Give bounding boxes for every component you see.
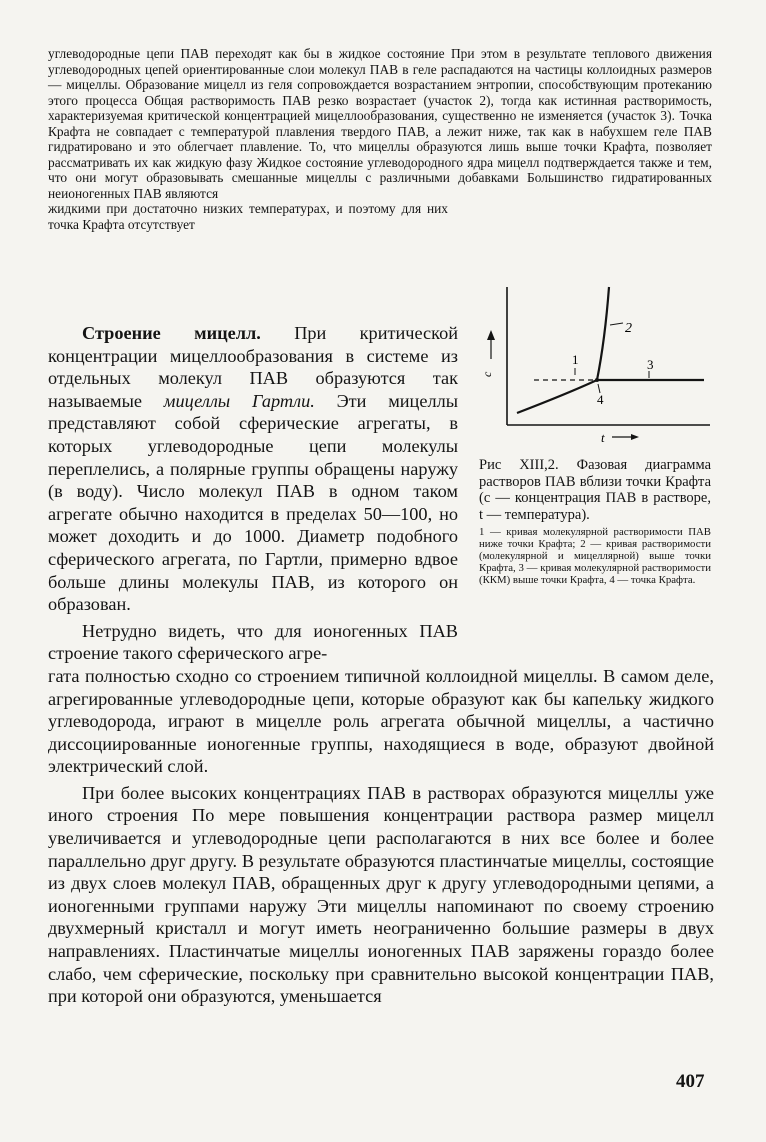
curve-label-4: 4 (597, 392, 604, 407)
curve-label-3: 3 (647, 357, 654, 372)
text-column-left (48, 322, 458, 665)
paragraph-2-column-part: Нетрудно видеть, что для ионогенных ПАВ строение такого сферического агре- (48, 620, 458, 664)
paragraph-2-full-part: гата полностью сходно со строением типичной коллоидной мицеллы. В самом деле, агрегированные углеводородные цепи, которые образуют как бы капельку жидкого углеводорода, играют в мицелле роль агрегата обычной мицеллы, а частично диссоциированные ионогенные группы, находящиеся в воде, образуют двойной электрический слой. (48, 665, 714, 777)
section-heading: Строение мицелл. (82, 323, 261, 343)
paragraph-1-start: При критической концентрации мицеллообразования в системе из отдельных молекул ПАВ образуются так называемые (48, 323, 459, 411)
small-print-paragraph: углеводородные цепи ПАВ переходят как бы в жидкое состояние При этом в результате теплового движения углеводородных цепей ориентированные слои молекул ПАВ в геле распадаются на частицы коллоидных размеров — мицеллы. Образование мицелл из геля сопровождается возрастанием энтропии, способствующим протеканию этого процесса Общая растворимость ПАВ резко возрастает (участок 2), тогда как истинная растворимость, характеризуемая критической концентрацией мицеллообразования, существенно не изменяется (участок 3). Точка Крафта не совпадает с температурой плавления твердого ПАВ, а лежит ниже, так как в набухшем геле ПАВ гидратировано и это облегчает плавление. То, что мицеллы образуются лишь выше точки Крафта, позволяет рассматривать их как жидкую фазу Жидкое состояние углеводородного ядра мицелл подтверждается также и тем, что они могут образовывать смешанные мицеллы с различными добавками Большинство гидратированных неионогенных ПАВ являются (48, 46, 712, 201)
paragraph-micelle-structure (48, 322, 458, 616)
x-axis-label: t (601, 430, 605, 445)
main-text (48, 322, 714, 1008)
y-axis-label: c (480, 371, 494, 377)
caption-title: Рис XIII,2. Фазовая диаграмма растворов ПАВ вблизи точки Крафта (с — концентрация ПАВ в растворе, t — температура). (479, 457, 711, 523)
term-hartley-micelles: мицеллы Гартли. (163, 390, 315, 411)
legend-text: 1 — кривая молекулярной растворимости ПАВ ниже точки Крафта; 2 — кривая растворимости (молекулярной и мицеллярной) выше точки Крафта, 3 — кривая молекулярной растворимости (ККМ) выше точки Крафта, 4 — точка Крафта. (479, 526, 711, 586)
curve-label-2: 2 (625, 321, 632, 336)
paragraph-1-rest: Эти мицеллы представляют собой сферические агрегаты, в которых углеводородные цепи молекулы переплелись, а полярные группы обращены наружу (в воду). Число молекул ПАВ в одном таком агрегате обычно находится в пределах 50—100, но может доходить и до 1000. Диаметр подобного сферического агрегата, по Гартли, примерно вдвое больше длины молекулы ПАВ, из которого он образован. (48, 390, 458, 615)
small-print-tail: жидкими при достаточно низких температурах, и поэтому для них точка Крафта отсутствует (48, 201, 448, 232)
page-number: 407 (676, 1071, 705, 1092)
paragraph-3: При более высоких концентрациях ПАВ в растворах образуются мицеллы уже иного строения По мере повышения концентрации раствора размер мицелл увеличивается и углеводородные цепи располагаются в них все более и более параллельно друг другу. В результате образуются пластинчатые мицеллы, состоящие из двух слоев молекул ПАВ, обращенных друг к другу углеводородными цепями, а ионогенными группами наружу Эти мицеллы напоминают по своему строению двухмерный кристалл и могут иметь неограниченно большие размеры в двух направлениях. Пластинчатые мицеллы ионогенных ПАВ заряжены гораздо более слабо, чем сферические, поскольку при сравнительно высокой концентрации ПАВ, при которой они образуются, уменьшается (48, 782, 714, 1007)
small-print-block (48, 46, 712, 232)
curve-label-1: 1 (572, 352, 579, 367)
